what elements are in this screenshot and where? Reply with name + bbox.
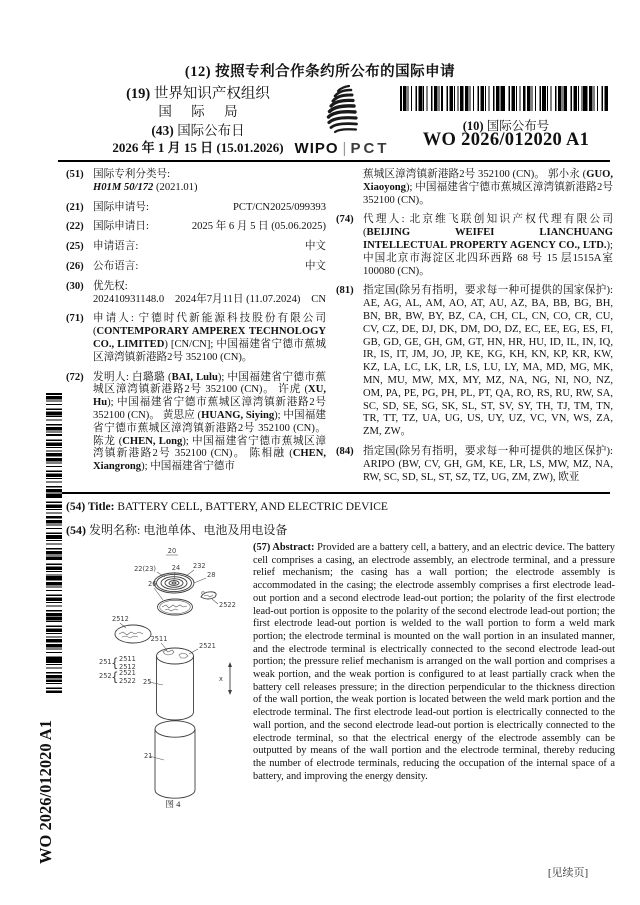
pub-number: WO 2026/012020 A1 xyxy=(422,130,590,150)
biblio-right-column xyxy=(336,169,613,491)
field-25-filing-language xyxy=(66,241,326,254)
designated-states-text: 指定国(除另有指明，要求每一种可提供的国家保护): AE, AG, AL, AM, AO, AT, AU, AZ, BA, BB, BG, BH, BN, BR, BW, BY, BZ, CA, CH, CL, CN, CO, CR, CU, CV, CZ, DE, DJ, DK, DM, DO, DZ, EC, EE, EG, ES, FI, GB, GD, GE, GH, GM, GT, HN, HR, HU, ID, IL, IN, IQ, IR, IS, IT, JM, JO, JP, KE, KG, KH, KN, KP, KR, KW, KZ, LA, LC, LK, LR, LS, LU, LY, MA, MD, MG, MK, MN, MU, MW, MX, MY, MZ, NA, NG, NI, NO, NZ, OM, PA, PE, PG, PH, PL, PT, QA, RO, RS, RU, RW, SA, SC, SD, SE, SG, SK, SL, ST, SV, SY, TH, TJ, TM, TN, TR, TT, TZ, UA, UG, US, UY, UZ, VC, VN, WS, ZA, ZM, ZW。 xyxy=(363,285,613,438)
reference-group-252 xyxy=(99,669,136,685)
svg-text:251: 251 xyxy=(99,658,112,666)
biblio-left-column xyxy=(66,169,326,481)
svg-text:2511: 2511 xyxy=(119,655,136,663)
figure-label-2512: 2512 xyxy=(112,615,129,623)
figure-label-232: 232 xyxy=(193,562,206,570)
field-key: 国际申请号: xyxy=(93,201,149,213)
electrode-assembly-25-drawing xyxy=(157,648,194,720)
wipo-globe-icon xyxy=(309,84,375,138)
field-21-application-number xyxy=(66,202,326,215)
field-number: (71) xyxy=(66,313,84,325)
brace-icon: { xyxy=(111,670,119,684)
figure-label-25: 25 xyxy=(143,678,152,686)
figure-label-2521: 2521 xyxy=(199,642,216,650)
figure-label-24: 24 xyxy=(171,564,181,572)
field-number: (21) xyxy=(66,201,84,213)
field-74-agent xyxy=(336,214,613,278)
inventors-continued-text: 蕉城区漳湾镇新港路2号 352100 (CN)。 郭小永 (GUO, Xiaoyong); 中国福建省宁德市蕉城区漳湾镇新港路2号 352100 (CN)。 xyxy=(363,169,613,206)
figure-label-28: 28 xyxy=(207,571,216,579)
figure-caption: 图 4 xyxy=(165,799,181,809)
priority-date: 2024年7月11日 (11.07.2024) xyxy=(174,293,301,305)
abstract-text: (57) Abstract: Provided are a battery cell, a battery, and an electric device. The battery cell comprises a casing, an electrode assembly, an electrode terminal, and a pressure relief mechanism; the casing has a wall portion; the electrode assembly is accommodated in the casing; the electrode assembly comprises a first electrode lead-out portion and a second electrode lead-out portion; the polarity of the first electrode lead-out portion is opposite to the polarity of the second electrode lead-out portion; the first electrode lead-out portion is welded to the wall portion to form a weld mark portion; the electrode terminal is mounted on the wall portion in an insulated manner, and the electrode terminal is electrically connected to the second electrode lead-out portion; the pressure relief mechanism is arranged on the wall portion and comprises a weak portion, and the weak portion is configured to at least partially crack when the battery cell releases pressure; in the direction perpendicular to the thickness direction of the wall portion, the weak portion is located between the weld mark portion and the electrode terminal. The first electrode lead-out portion is electrically connected to the wall portion, and the second electrode lead-out portion is electrically connected to the electrode terminal, so that the electrical energy of the electrode assembly can be outputted by means of the wall portion and the electrode terminal, thereby reducing the number of electrode terminals, reducing the occupation of the internal space of a battery, and improving the energy density. xyxy=(253,542,615,782)
svg-text:2512: 2512 xyxy=(119,663,136,671)
field-number: (51) xyxy=(66,169,84,180)
field-number: (72) xyxy=(66,371,84,383)
field-71-applicant xyxy=(66,313,326,364)
field-value: 2025 年 6 月 5 日 (05.06.2025) xyxy=(191,221,326,233)
wordmark-separator: | xyxy=(342,140,347,157)
x-axis-arrow xyxy=(219,662,232,695)
figure-label-21: 21 xyxy=(144,752,153,760)
title-english: (54) Title: BATTERY CELL, BATTERY, AND ELECTRIC DEVICE xyxy=(66,501,388,513)
biblio-divider xyxy=(58,492,610,494)
field-81-designated-states xyxy=(336,285,613,439)
casing-21-drawing xyxy=(155,721,195,798)
header-left-block xyxy=(86,85,310,156)
figure-label-22-23: 22(23) xyxy=(134,565,156,573)
field-number: (84) xyxy=(336,445,354,457)
pub-date-label: (43) 国际公布日 xyxy=(151,123,245,138)
header-divider xyxy=(58,160,610,162)
svg-text:252: 252 xyxy=(99,672,112,680)
wipo-pct-wordmark xyxy=(291,140,393,157)
figure-label-26: 26 xyxy=(148,580,157,588)
field-number: (30) xyxy=(66,280,84,292)
field-number: (22) xyxy=(66,221,84,233)
field-number: (81) xyxy=(336,285,354,297)
field-value: PCT/CN2025/099393 xyxy=(232,201,326,213)
barcode-side-icon xyxy=(46,393,62,693)
agent-text: 代理人: 北京维飞联创知识产权代理有限公司 (BEIJING WEIFEI LIANCHUANG INTELLECTUAL PROPERTY AGENCY CO., LTD.); 中国北京市海淀区北四环西路 68 号 15 层1515A室 100080 (CN)。 xyxy=(363,214,613,277)
wipo-logo xyxy=(291,84,393,157)
figure-label-20: 20 xyxy=(167,547,177,555)
regional-protection-text: 指定国(除另有指明，要求每一种可提供的地区保护): ARIPO (BW, CV, GH, GM, KE, LR, LS, MW, MZ, NA, RW, SC, SD, SL, ST, SZ, TZ, UG, ZM, ZW), 欧亚 xyxy=(363,445,613,483)
wipo-wordmark: WIPO xyxy=(294,140,339,157)
inventors-text: 发明人: 白璐璐 (BAI, Lulu); 中国福建省宁德市蕉城区漳湾镇新港路2号 352100 (CN)。 许虎 (XU, Hu); 中国福建省宁德市蕉城区漳湾镇新港路2号 352100 (CN)。 黄思应 (HUANG, Siying); 中国福建省宁德市蕉城区漳湾镇新港路2号 352100 (CN)。 陈龙 (CHEN, Long); 中国福建省宁德市蕉城区漳湾镇新港路2号 352100 (CN)。 陈相融 (CHEN, Xiangrong); 中国福建省宁德市 xyxy=(93,371,326,473)
svg-text:2522: 2522 xyxy=(119,677,136,685)
field-value: 中文 xyxy=(304,260,326,272)
field-value: 中文 xyxy=(304,241,326,253)
priority-country: CN xyxy=(311,293,326,305)
field-number: (74) xyxy=(336,214,354,226)
pub-number-label: (10) 国际公布号 xyxy=(462,119,550,133)
field-key: 申请语言: xyxy=(93,241,139,253)
pct-wordmark: PCT xyxy=(350,140,390,157)
brace-icon: { xyxy=(111,656,119,670)
figure-label-2522: 2522 xyxy=(219,601,236,609)
field-number: (25) xyxy=(66,241,84,253)
field-84-regional-protection xyxy=(336,446,613,484)
field-51-ipc xyxy=(66,169,326,195)
field-72-continuation xyxy=(336,169,613,207)
figure-4-drawing xyxy=(62,545,272,855)
svg-text:x: x xyxy=(219,675,223,683)
wipo-org-name: (19) 世界知识产权组织 xyxy=(126,86,270,102)
pub-date: 2026 年 1 月 15 日 (15.01.2026) xyxy=(112,140,284,155)
field-key: 优先权: xyxy=(93,280,128,292)
international-bureau: 国 际 局 xyxy=(158,104,246,119)
field-30-priority xyxy=(66,281,326,307)
insulating-disc-26-drawing xyxy=(158,599,193,615)
figure-label-2511: 2511 xyxy=(150,635,168,643)
field-key: 公布语言: xyxy=(93,260,139,272)
priority-number: 202410931148.0 xyxy=(93,293,165,305)
title-chinese: (54) 发明名称: 电池单体、电池及用电设备 xyxy=(66,523,288,537)
field-22-filing-date xyxy=(66,221,326,234)
field-26-publication-language xyxy=(66,261,326,274)
field-key: 国际专利分类号: xyxy=(93,169,171,180)
sidebar-pub-number: WO 2026/012020 A1 xyxy=(36,720,55,864)
field-72-inventors xyxy=(66,372,326,474)
barcode-top-icon xyxy=(400,86,608,111)
applicant-text: 申请人: 宁德时代新能源科技股份有限公司 (CONTEMPORARY AMPEREX TECHNOLOGY CO., LIMITED) [CN/CN]; 中国福建省宁德市蕉城区漳湾镇新港路2号 352100 (CN)。 xyxy=(93,313,326,363)
fragment-2522-drawing xyxy=(201,592,216,599)
field-key: 国际申请日: xyxy=(93,221,149,233)
cap-assembly-drawing xyxy=(154,573,194,593)
svg-text:2521: 2521 xyxy=(119,669,136,677)
continuation-note: [见续页] xyxy=(547,867,589,879)
disc-2512-drawing xyxy=(115,625,151,643)
field-number: (26) xyxy=(66,260,84,272)
field-value: H01M 50/172 (2021.01) xyxy=(93,181,198,193)
pct-treaty-line: (12) 按照专利合作条约所公布的国际申请 xyxy=(184,64,456,80)
